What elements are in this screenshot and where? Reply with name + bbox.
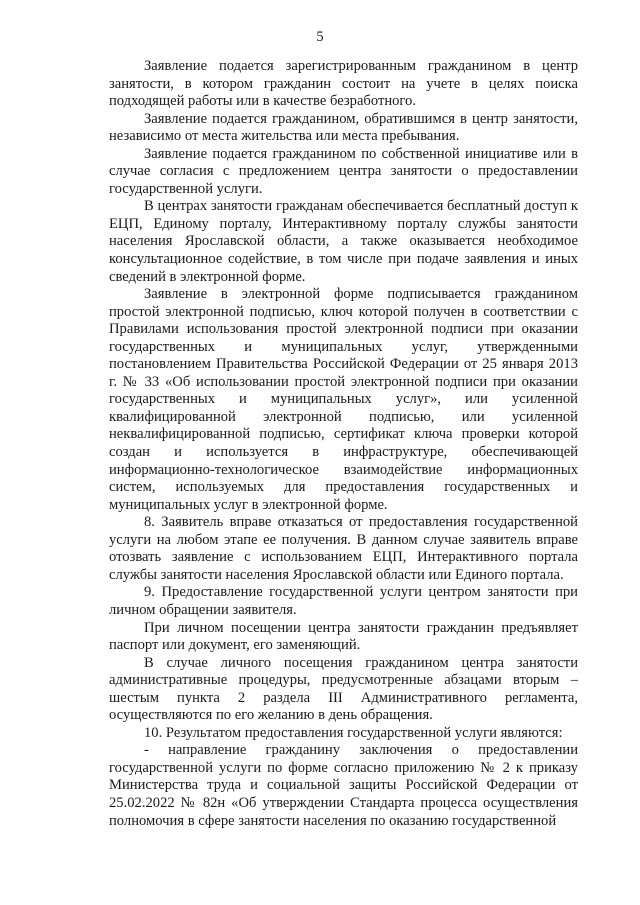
paragraph-personal-visit: В случае личного посещения гражданином центра занятости административные процедуры, предусмотренные абзацами вторым – шестым пункта 2 раздела III Административного регламента, осуществляются по его желанию в день обращения.	[109, 654, 578, 724]
paragraph-passport: При личном посещении центра занятости гражданин предъявляет паспорт или документ, его заменяющий.	[109, 619, 578, 654]
paragraph-electronic-signature: Заявление в электронной форме подписывается гражданином простой электронной подписью, ключ которой получен в соответствии с Правилами использования простой электронной подписи при оказании государственных и муниципальных услуг, утвержденными постановлением Правительства Российской Федерации от 25 января 2013 г. № 33 «Об использовании простой электронной подписи при оказании государственных и муниципальных услуг», или усиленной квалифицированной электронной подписью, или усиленной неквалифицированной подписью, сертификат ключа проверки которой создан и используется в инфраструктуре, обеспечивающей информационно-технологическое взаимодействие информационных систем, используемых для предоставления государственных и муниципальных услуг в электронной форме.	[109, 286, 578, 513]
paragraph-item-10: 10. Результатом предоставления государственной услуги являются:	[144, 724, 563, 741]
paragraph-item-9: 9. Предоставление государственной услуги центром занятости при личном обращении заявителя.	[109, 584, 578, 618]
paragraph-conclusion-direction: - направление гражданину заключения о предоставлении государственной услуги по форме согласно приложению № 2 к приказу Министерства труда и социальной защиты Российской Федерации от 25.02.2022 № 82н «Об утверждении Стандарта процесса осуществления полномочия в сфере занятости населения по оказанию государственной	[109, 742, 578, 829]
paragraph-own-initiative: Заявление подается гражданином по собственной инициативе или в случае согласия с предложением центра занятости о предоставлении государственной услуги.	[109, 145, 578, 197]
paragraph-item-8: 8. Заявитель вправе отказаться от предоставления государственной услуги на любом этапе ее получения. В данном случае заявитель вправе отозвать заявление с использованием ЕЦП, Интерактивного портала службы занятости населения Ярославской области или Единого портала.	[109, 514, 578, 583]
paragraph-registered-applicant: Заявление подается зарегистрированным гражданином в центр занятости, в котором гражданин состоит на учете в целях поиска подходящей работы или в качестве безработного.	[109, 58, 578, 110]
page-number: 5	[316, 29, 324, 45]
paragraph-free-access: В центрах занятости гражданам обеспечивается бесплатный доступ к ЕЦП, Единому порталу, Интерактивному порталу службы занятости населения Ярославской области, а также оказывается необходимое консультационное содействие, в том числе при подаче заявления и иных сведений в электронной форме.	[109, 198, 578, 285]
paragraph-any-residence: Заявление подается гражданином, обратившимся в центр занятости, независимо от места жительства или места пребывания.	[109, 110, 578, 145]
document-body	[109, 58, 578, 830]
